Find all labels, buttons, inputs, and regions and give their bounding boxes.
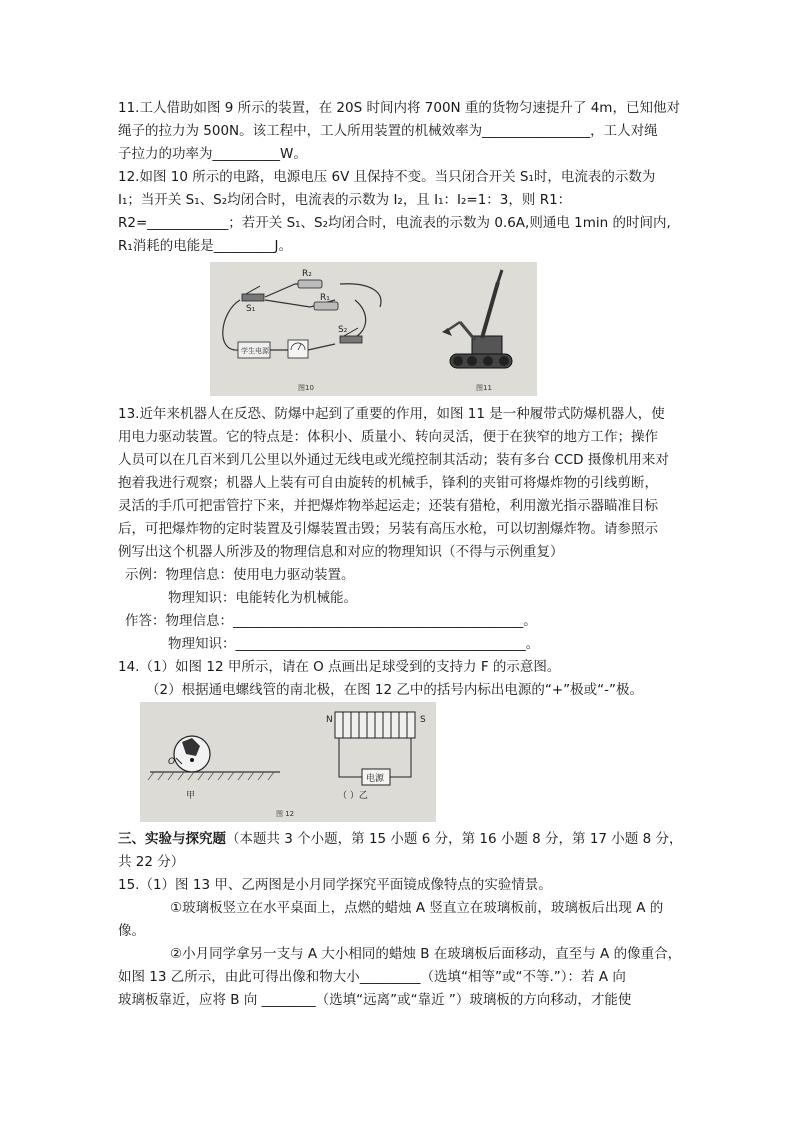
q13-line4: 抱着我进行观察；机器人上装有可自由旋转的机械手，锋利的夹钳可将爆炸物的引线剪断， bbox=[118, 475, 658, 491]
label-s2: S₂ bbox=[338, 325, 348, 335]
q12-line1: 12.如图 10 所示的电路，电源电压 6V 且保持不变。当只闭合开关 S₁时，电流表的示数为 bbox=[118, 169, 656, 185]
q11-line2: 绳子的拉力为 500N。该工程中，工人所用装置的机械效率为________________，工人对绳 bbox=[118, 123, 658, 139]
q13-answer-info: 作答：物理信息：___________________________________________。 bbox=[125, 613, 537, 629]
q13-line3: 人员可以在几百米到几公里以外通过无线电或光缆控制其活动；装有多台 CCD 摄像机用来对 bbox=[118, 452, 669, 468]
section3-line2: 共 22 分） bbox=[118, 854, 185, 870]
q13-line2: 用电力驱动装置。它的特点是：体积小、质量小、转向灵活，便于在狭窄的地方工作；操作 bbox=[118, 429, 658, 445]
q13-example-knowledge: 物理知识：电能转化为机械能。 bbox=[168, 590, 357, 606]
q13-line6: 后，可把爆炸物的定时装置及引爆装置击毁；另装有高压水枪，可以切割爆炸物。请参照示 bbox=[118, 521, 658, 537]
q15-line5: 如图 13 乙所示，由此可得出像和物大小_________（选填“相等”或“不等.”）：若 A 向 bbox=[118, 969, 626, 985]
q13-example-info: 示例：物理信息：使用电力驱动装置。 bbox=[125, 567, 355, 583]
caption-fig12: 图 12 bbox=[276, 810, 295, 818]
section3-line1 bbox=[118, 829, 682, 849]
q15-line6: 玻璃板靠近，应将 B 向 ________（选填“远离”或“靠近 ”）玻璃板的方向移动，才能使 bbox=[118, 992, 632, 1008]
label-power-supply: 学生电源 bbox=[241, 347, 269, 355]
label-paren-yi: （ ）乙 bbox=[338, 791, 368, 801]
label-o: O bbox=[168, 757, 176, 767]
q14-part1: 14.（1）如图 12 甲所示，请在 O 点画出足球受到的支持力 F 的示意图。 bbox=[118, 659, 561, 675]
label-jia: 甲 bbox=[186, 791, 196, 801]
label-r2: R₂ bbox=[302, 269, 312, 279]
caption-fig10: 图10 bbox=[298, 384, 314, 392]
q13-line1: 13.近年来机器人在反恐、防爆中起到了重要的作用，如图 11 是一种履带式防爆机器人，使 bbox=[118, 406, 665, 422]
q15-line3: 像。 bbox=[118, 923, 145, 939]
label-s: S bbox=[420, 715, 426, 725]
q15-line1: 15.（1）图 13 甲、乙两图是小月同学探究平面镜成像特点的实验情景。 bbox=[118, 877, 552, 893]
label-r1: R₁ bbox=[320, 293, 330, 303]
q15-line4: ②小月同学拿另一支与 A 大小相同的蜡烛 B 在玻璃板后面移动，直至与 A 的像重合， bbox=[170, 946, 682, 962]
q15-line2: ①玻璃板竖立在水平桌面上，点燃的蜡烛 A 竖直立在玻璃板前，玻璃板后出现 A 的 bbox=[170, 900, 664, 916]
circuit-and-robot-drawing bbox=[210, 262, 537, 396]
q13-line7: 例写出这个机器人所涉及的物理信息和对应的物理知识（不得与示例重复） bbox=[118, 544, 564, 560]
label-n: N bbox=[326, 715, 333, 725]
label-power: 电源 bbox=[366, 774, 385, 784]
label-s1: S₁ bbox=[246, 304, 256, 314]
caption-fig11: 图11 bbox=[476, 384, 492, 392]
q12-line2: I₁；当开关 S₁、S₂均闭合时，电流表的示数为 I₂，且 I₁：I₂=1：3，则 R1： bbox=[118, 192, 572, 208]
figure-12-photo bbox=[140, 702, 436, 822]
q14-part2: （2）根据通电螺线管的南北极，在图 12 乙中的括号内标出电源的“+”极或“-”极。 bbox=[146, 682, 644, 698]
q11-line1: 11.工人借助如图 9 所示的装置，在 20S 时间内将 700N 重的货物匀速提升了 4m，已知他对 bbox=[118, 100, 680, 116]
figure-10-11-photo bbox=[210, 262, 537, 396]
q12-line4: R₁消耗的电能是_________J。 bbox=[118, 238, 293, 254]
section3-title: 三、实验与探究题 bbox=[118, 831, 226, 847]
ball-and-solenoid-drawing bbox=[140, 702, 436, 822]
q12-line3: R2=____________；若开关 S₁、S₂均闭合时，电流表的示数为 0.6A,则通电 1min 的时间内, bbox=[118, 215, 671, 231]
q13-line5: 灵活的手爪可把雷管拧下来，并把爆炸物举起运走；还装有猎枪，利用激光指示器瞄准目标 bbox=[118, 498, 658, 514]
section3-scoring: （本题共 3 个小题，第 15 小题 6 分，第 16 小题 8 分，第 17 小题 8 分， bbox=[226, 831, 683, 847]
q11-line3: 子拉力的功率为__________W。 bbox=[118, 146, 307, 162]
q13-answer-knowledge: 物理知识：___________________________________________。 bbox=[168, 636, 540, 652]
